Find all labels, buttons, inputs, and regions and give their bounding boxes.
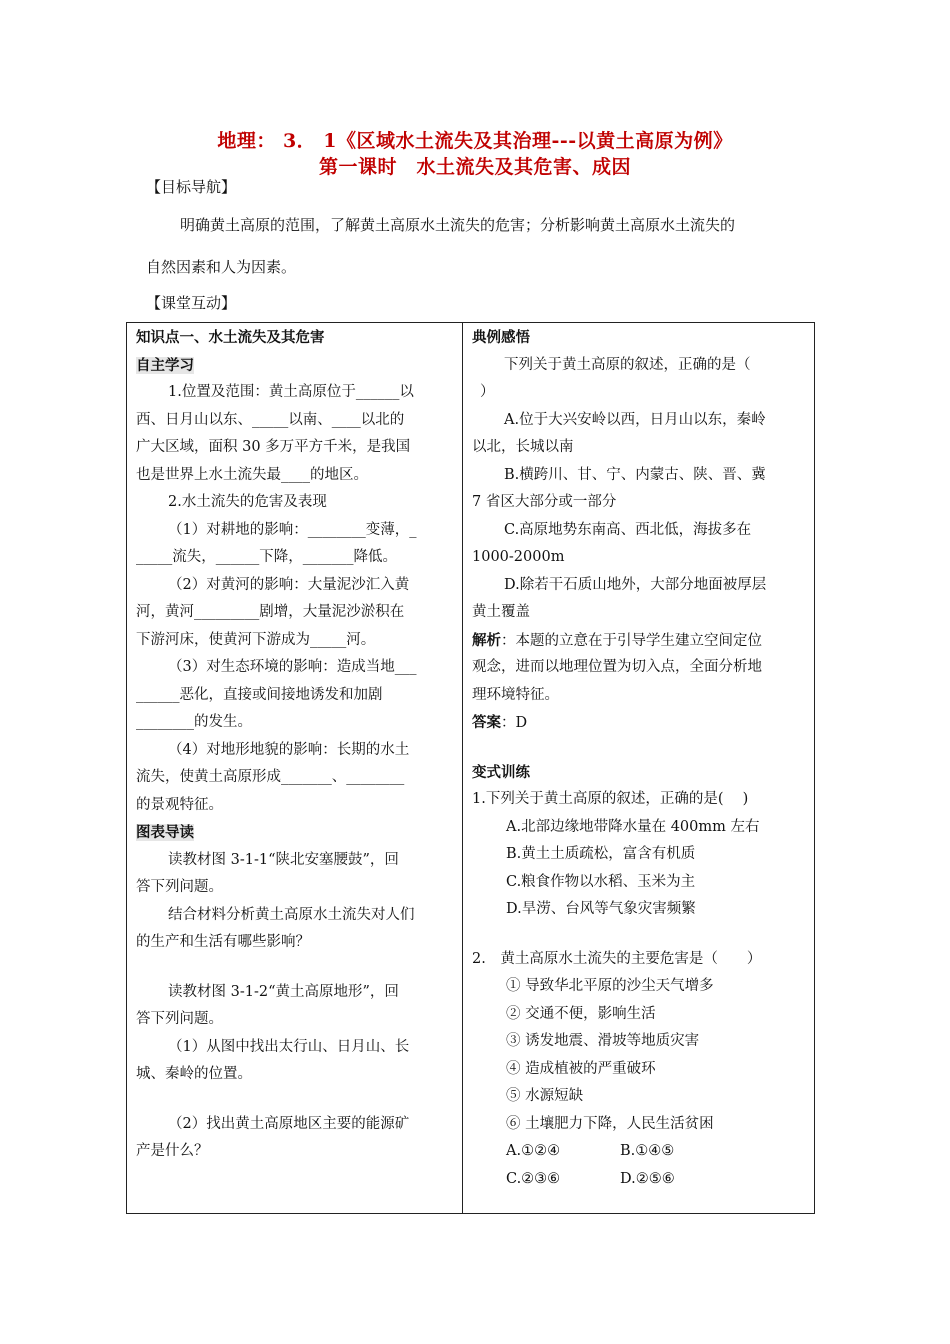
text-line: （4）对地形地貌的影响：长期的水土 <box>168 741 410 758</box>
option-line: A.北部边缘地带降水量在 400mm 左右 <box>506 818 760 835</box>
text-line: 读教材图 3-1-1“陕北安塞腰鼓”，回 <box>168 851 399 868</box>
text-line: 1.位置及范围：黄土高原位于______以 <box>168 384 414 400</box>
option-line: C.粮食作物以水稻、玉米为主 <box>506 873 696 890</box>
option-line: B.横跨川、甘、宁、内蒙古、陕、晋、冀 <box>504 466 766 483</box>
class-heading: 【课堂互动】 <box>146 294 237 312</box>
option-line: ⑥ 土壤肥力下降，人民生活贫困 <box>506 1115 714 1132</box>
text-line: 西、日月山以东、_____以南、____以北的 <box>136 411 405 428</box>
text-line: 答下列问题。 <box>136 1011 223 1027</box>
question-line: 2. 黄土高原水土流失的主要危害是（ ） <box>472 950 762 967</box>
right-column <box>472 324 808 1193</box>
text-line: _____流失，______下降，_______降低。 <box>136 549 397 565</box>
text-line: 流失，使黄土高原形成_______、________ <box>136 769 405 785</box>
text-line: 城、秦岭的位置。 <box>136 1066 252 1082</box>
training-heading: 变式训练 <box>472 763 530 781</box>
option-line: D.除若干石质山地外，大部分地面被厚层 <box>504 576 767 593</box>
option-line: A.位于大兴安岭以西，日月山以东，秦岭 <box>504 411 766 428</box>
analysis-text: 观念，进而以地理位置为切入点，全面分析地 <box>472 659 762 675</box>
knowledge-point-heading: 知识点一、水土流失及其危害 <box>136 329 325 346</box>
question-line: 下列关于黄土高原的叙述，正确的是（ <box>504 356 751 373</box>
goal-text-line2: 自然因素和人为因素。 <box>146 258 297 276</box>
text-line: （3）对生态环境的影响：造成当地___ <box>168 659 417 675</box>
text-line: （1）对耕地的影响：________变薄，_ <box>168 521 417 538</box>
document-title: 地理： 3． 1《区域水土流失及其治理---以黄土高原为例》 <box>217 130 733 152</box>
goal-heading: 【目标导航】 <box>146 178 237 196</box>
column-divider <box>462 322 463 1214</box>
option-line: ④ 造成植被的严重破环 <box>506 1060 656 1077</box>
analysis-text: ：本题的立意在于引导学生建立空间定位 <box>501 632 762 649</box>
text-line: 也是世界上水土流失最____的地区。 <box>136 466 368 483</box>
text-line: 下游河床，使黄河下游成为_____河。 <box>136 631 376 648</box>
document-subtitle: 第一课时 水土流失及其危害、成因 <box>318 156 631 178</box>
analysis-label: 解析 <box>472 631 501 649</box>
chart-reading-label: 图表导读 <box>136 824 194 841</box>
text-line: 读教材图 3-1-2“黄土高原地形”，回 <box>168 983 399 1000</box>
option-line: 1000-2000m <box>472 549 565 565</box>
goal-text-line1: 明确黄土高原的范围，了解黄土高原水土流失的危害；分析影响黄土高原水土流失的 <box>180 216 736 234</box>
choice-b: B.①④⑤ <box>620 1143 675 1159</box>
choice-a: A.①②④ <box>506 1143 561 1159</box>
option-line: ② 交通不便，影响生活 <box>506 1005 656 1022</box>
choice-d: D.②⑤⑥ <box>620 1170 675 1187</box>
answer-value: ：D <box>501 715 528 731</box>
text-line: 结合材料分析黄土高原水土流失对人们 <box>168 906 415 923</box>
text-line: ________的发生。 <box>136 714 252 730</box>
text-line: （2）对黄河的影响：大量泥沙汇入黄 <box>168 576 410 593</box>
option-line: 黄土覆盖 <box>472 604 530 620</box>
option-line: ⑤ 水源短缺 <box>506 1088 584 1104</box>
text-line: 的景观特征。 <box>136 796 223 813</box>
choice-c: C.②③⑥ <box>506 1170 561 1187</box>
question-line: ） <box>480 384 495 400</box>
question-line: 1.下列关于黄土高原的叙述，正确的是( ) <box>472 791 749 807</box>
answer-label: 答案 <box>472 714 501 731</box>
text-line: 2.水土流失的危害及表现 <box>168 494 327 510</box>
option-line: ① 导致华北平原的沙尘天气增多 <box>506 978 714 994</box>
option-line: 7 省区大部分或一部分 <box>472 494 617 510</box>
option-line: 以北，长城以南 <box>472 439 574 455</box>
text-line: ______恶化，直接或间接地诱发和加剧 <box>136 686 383 703</box>
option-line: ③ 诱发地震、滑坡等地质灾害 <box>506 1033 700 1049</box>
text-line: （2）找出黄土高原地区主要的能源矿 <box>168 1115 410 1132</box>
self-study-label: 自主学习 <box>136 356 194 374</box>
example-heading: 典例感悟 <box>472 329 530 346</box>
text-line: 的生产和生活有哪些影响？ <box>136 934 310 950</box>
option-line: C.高原地势东南高、西北低，海拔多在 <box>504 521 752 538</box>
left-column <box>136 324 454 1166</box>
option-line: B.黄土土质疏松，富含有机质 <box>506 846 696 862</box>
text-line: 河，黄河_________剧增，大量泥沙淤积在 <box>136 604 405 620</box>
text-line: （1）从图中找出太行山、日月山、长 <box>168 1038 410 1055</box>
text-line: 产是什么？ <box>136 1143 209 1159</box>
text-line: 广大区域，面积 30 多万平方千米，是我国 <box>136 439 411 455</box>
option-line: D.旱涝、台风等气象灾害频繁 <box>506 901 696 917</box>
text-line: 答下列问题。 <box>136 879 223 895</box>
analysis-text: 理环境特征。 <box>472 686 559 703</box>
